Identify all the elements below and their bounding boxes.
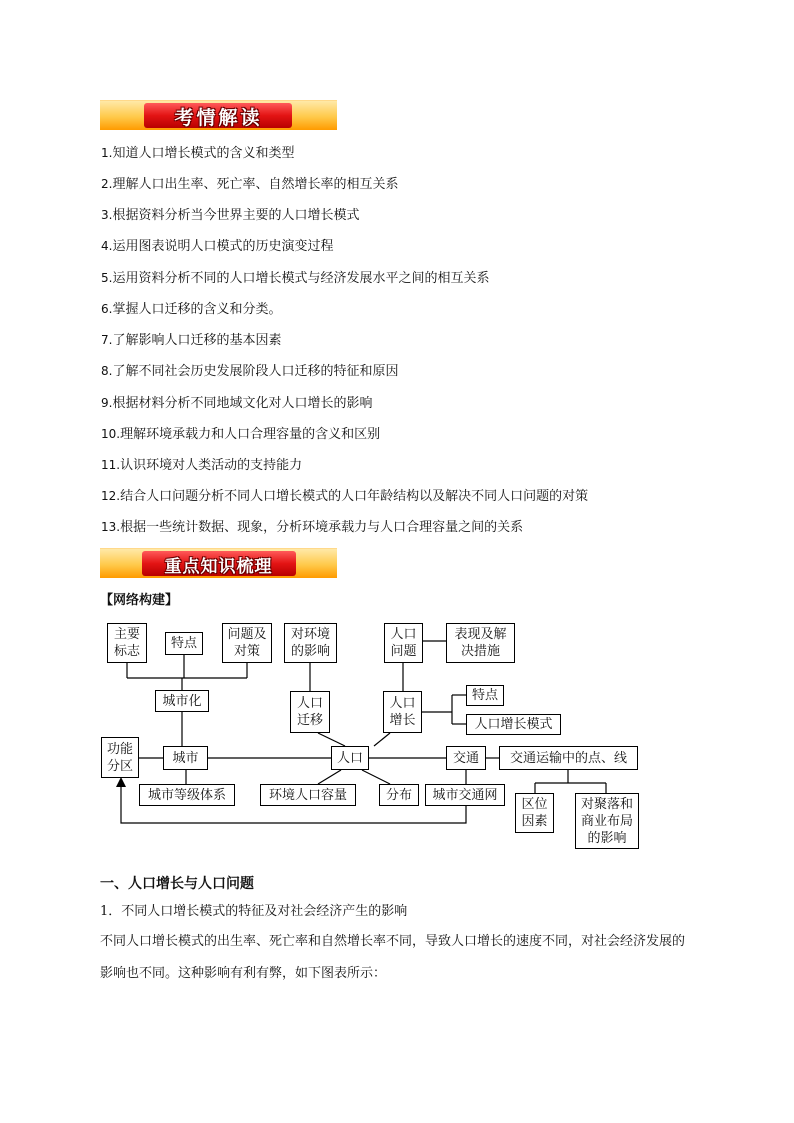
objective-text: 运用资料分析不同的人口增长模式与经济发展水平之间的相互关系 [112,271,490,286]
section-heading: 一、人口增长与人口问题 [100,876,254,892]
objective-item [101,332,281,349]
objective-number: 4. [101,239,113,253]
objective-text: 根据资料分析当今世界主要的人口增长模式 [112,208,360,223]
objective-number: 7. [101,333,113,347]
objective-item [101,207,359,224]
node-city-features: 特点 [165,632,203,655]
connector-line [318,733,345,746]
objective-number: 1. [101,146,113,160]
objective-text: 运用图表说明人口模式的历史演变过程 [112,239,334,254]
objective-item [101,145,294,162]
node-population-problems: 人口 问题 [384,623,423,663]
objective-number: 12. [101,489,121,503]
node-environmental-impact: 对环境 的影响 [284,623,337,663]
objective-text: 结合人口问题分析不同人口增长模式的人口年龄结构以及解决不同人口问题的对策 [120,489,589,504]
objective-text: 理解环境承载力和人口合理容量的含义和区别 [120,427,381,442]
banner-title: 重点知识梳理 [164,557,273,577]
node-transportation: 交通 [446,746,486,770]
objective-item [101,519,523,536]
objective-number: 11. [101,458,121,472]
objective-number: 9. [101,396,113,410]
connector-line [318,770,341,784]
node-settlement-commerce-impact: 对聚落和 商业布局 的影响 [575,793,639,849]
objective-item [101,270,489,287]
node-growth-features: 特点 [466,685,504,706]
node-urban-transport-network: 城市交通网 [425,784,505,806]
objective-item [101,301,281,318]
node-location-factors: 区位 因素 [515,793,554,833]
objective-number: 10. [101,427,121,441]
node-population-migration: 人口 迁移 [290,691,330,733]
section-subheading: 1．不同人口增长模式的特征及对社会经济产生的影响 [100,904,408,919]
banner-key-knowledge [100,548,337,578]
objective-text: 理解人口出生率、死亡率、自然增长率的相互关系 [112,177,399,192]
objective-text: 掌握人口迁移的含义和分类。 [112,302,282,317]
node-city: 城市 [163,746,208,770]
banner-title: 考情解读 [174,107,263,129]
objective-item [101,363,398,380]
node-functional-zones: 功能 分区 [101,737,139,778]
node-growth-patterns: 人口增长模式 [466,714,561,735]
objective-text: 了解影响人口迁移的基本因素 [112,333,282,348]
objective-item [101,426,380,443]
node-population-growth: 人口 增长 [383,691,422,733]
paragraph-line: 影响也不同。这种影响有利有弊，如下图表所示： [100,966,387,981]
objective-text: 了解不同社会历史发展阶段人口迁移的特征和原因 [112,364,399,379]
objective-item [101,395,372,412]
objective-number: 5. [101,271,113,285]
node-problems-countermeasures: 问题及 对策 [222,623,272,663]
arrowhead-icon [116,777,126,787]
objective-number: 8. [101,364,113,378]
node-main-indicators: 主要 标志 [107,623,147,663]
objective-text: 根据材料分析不同地域文化对人口增长的影响 [112,396,373,411]
connector-line [362,770,390,784]
banner-exam-analysis [100,100,337,130]
objective-item [101,457,302,474]
objective-text: 根据一些统计数据、现象，分析环境承载力与人口合理容量之间的关系 [120,520,524,535]
node-manifestation-measures: 表现及解 决措施 [446,623,515,663]
connector-line [374,733,390,746]
paragraph-line: 不同人口增长模式的出生率、死亡率和自然增长率不同，导致人口增长的速度不同，对社会经济发展的 [100,934,686,949]
objective-number: 2. [101,177,113,191]
objective-number: 3. [101,208,113,222]
objective-text: 知道人口增长模式的含义和类型 [112,146,295,161]
objective-item [101,488,588,505]
objective-item [101,176,398,193]
objective-number: 6. [101,302,113,316]
node-distribution: 分布 [379,784,419,806]
node-environmental-capacity: 环境人口容量 [260,784,356,806]
objective-number: 13. [101,520,121,534]
network-title: 【网络构建】 [100,593,179,608]
objective-text: 认识环境对人类活动的支持能力 [120,458,303,473]
objective-item [101,238,333,255]
node-city-hierarchy: 城市等级体系 [139,784,235,806]
node-population: 人口 [331,746,369,770]
node-urbanization: 城市化 [155,690,209,712]
node-transport-points-lines: 交通运输中的点、线 [499,746,638,770]
